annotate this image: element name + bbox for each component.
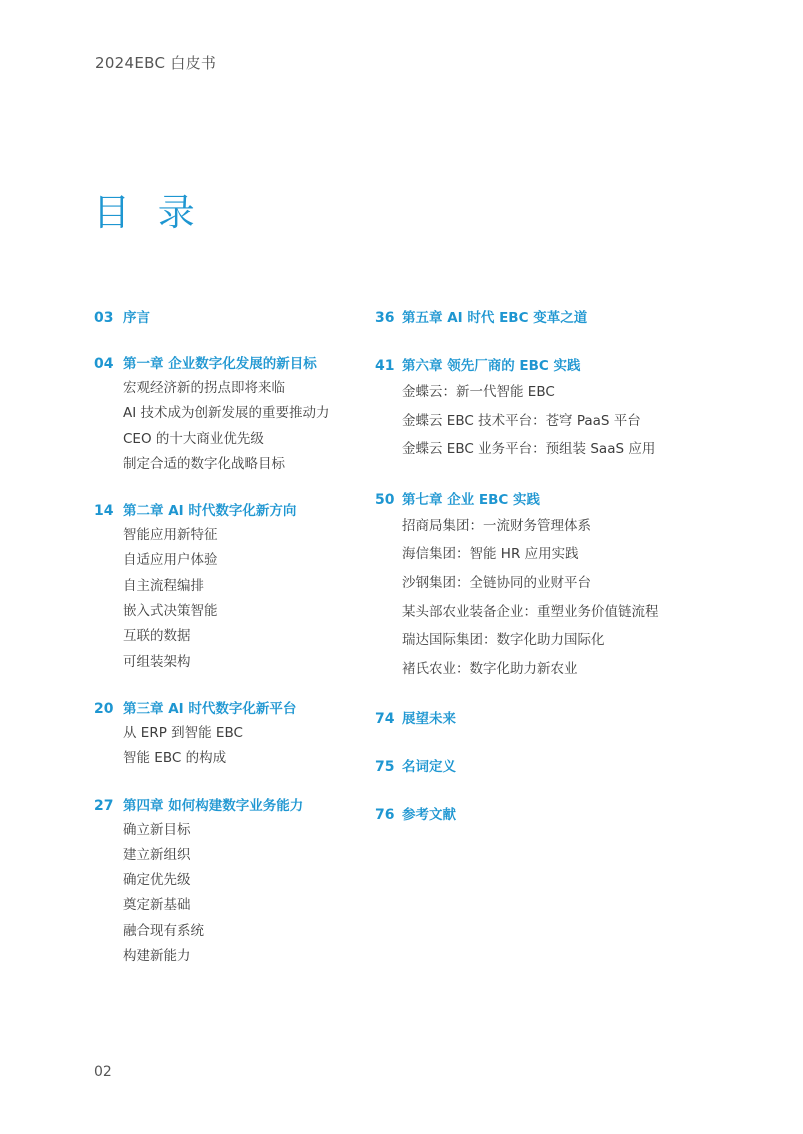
- toc-section-chapter-3: [94, 697, 364, 772]
- chapter-page-number: 41: [375, 358, 395, 374]
- toc-chapter-row[interactable]: [94, 499, 364, 523]
- toc-section-preface: [94, 306, 364, 330]
- toc-subsection-item[interactable]: 智能应用新特征: [123, 527, 218, 544]
- chapter-page-number: 74: [375, 711, 395, 728]
- toc-subsection-item[interactable]: 宏观经济新的拐点即将来临: [123, 380, 285, 396]
- toc-right-column: [375, 306, 775, 849]
- toc-subsection-item[interactable]: 自适应用户体验: [123, 552, 218, 569]
- chapter-title[interactable]: 第七章 企业 EBC 实践: [402, 491, 541, 508]
- chapter-title[interactable]: 第一章 企业数字化发展的新目标: [123, 356, 317, 372]
- toc-subsection-item[interactable]: 瑞达国际集团：数字化助力国际化: [402, 632, 605, 649]
- toc-subsection-list: [94, 523, 364, 675]
- toc-subsection-list: [94, 818, 364, 970]
- toc-subsection-item[interactable]: 自主流程编排: [123, 577, 204, 594]
- toc-subsection-item[interactable]: 构建新能力: [123, 948, 191, 965]
- chapter-title[interactable]: 参考文献: [402, 807, 456, 824]
- toc-section-outlook: [375, 707, 775, 731]
- chapter-title[interactable]: 名词定义: [402, 759, 456, 776]
- chapter-title[interactable]: 第二章 AI 时代数字化新方向: [123, 503, 297, 520]
- toc-subsection-item[interactable]: 奠定新基础: [123, 897, 191, 914]
- toc-chapter-row[interactable]: [375, 803, 775, 827]
- page-number: 02: [94, 1064, 112, 1080]
- chapter-page-number: 14: [94, 503, 114, 520]
- toc-subsection-item[interactable]: 从 ERP 到智能 EBC: [123, 724, 243, 741]
- toc-subsection-item[interactable]: 金蝶云 EBC 业务平台：预组装 SaaS 应用: [402, 441, 656, 458]
- chapter-page-number: 76: [375, 807, 395, 824]
- toc-chapter-row[interactable]: [94, 306, 364, 330]
- toc-subsection-item[interactable]: 嵌入式决策智能: [123, 603, 218, 620]
- toc-subsection-list: [94, 721, 364, 772]
- chapter-page-number: 36: [375, 310, 395, 326]
- toc-chapter-row[interactable]: [375, 306, 775, 330]
- toc-subsection-list: [94, 376, 364, 477]
- toc-section-chapter-6: [375, 354, 775, 464]
- toc-subsection-list: [375, 378, 775, 464]
- toc-section-glossary: [375, 755, 775, 779]
- toc-subsection-item[interactable]: 建立新组织: [123, 846, 191, 863]
- toc-subsection-item[interactable]: 金蝶云：新一代智能 EBC: [402, 384, 555, 400]
- toc-chapter-row[interactable]: [375, 488, 775, 512]
- toc-subsection-item[interactable]: 某头部农业装备企业：重塑业务价值链流程: [402, 603, 659, 620]
- toc-chapter-row[interactable]: [375, 707, 775, 731]
- chapter-title[interactable]: 展望未来: [402, 711, 456, 728]
- chapter-page-number: 27: [94, 797, 114, 814]
- toc-chapter-row[interactable]: [375, 354, 775, 378]
- toc-subsection-item[interactable]: 智能 EBC 的构成: [123, 750, 227, 767]
- toc-subsection-item[interactable]: 确立新目标: [123, 821, 191, 838]
- toc-subsection-item[interactable]: CEO 的十大商业优先级: [123, 430, 264, 447]
- toc-subsection-item[interactable]: 确定优先级: [123, 872, 191, 889]
- toc-subsection-item[interactable]: 制定合适的数字化战略目标: [123, 455, 285, 472]
- toc-subsection-item[interactable]: 海信集团：智能 HR 应用实践: [402, 546, 579, 563]
- toc-subsection-item[interactable]: AI 技术成为创新发展的重要推动力: [123, 405, 330, 422]
- toc-section-chapter-7: [375, 488, 775, 684]
- chapter-page-number: 50: [375, 491, 395, 508]
- toc-chapter-row[interactable]: [94, 697, 364, 721]
- toc-subsection-item[interactable]: 可组装架构: [123, 653, 191, 670]
- toc-section-chapter-4: [94, 794, 364, 970]
- toc-subsection-item[interactable]: 互联的数据: [123, 628, 191, 645]
- toc-subsection-item[interactable]: 金蝶云 EBC 技术平台：苍穹 PaaS 平台: [402, 412, 641, 429]
- chapter-page-number: 03: [94, 310, 114, 326]
- toc-subsection-item[interactable]: 沙钢集团：全链协同的业财平台: [402, 574, 591, 591]
- chapter-title[interactable]: 第三章 AI 时代数字化新平台: [123, 700, 297, 717]
- toc-chapter-row[interactable]: [94, 352, 364, 376]
- document-header: 2024EBC 白皮书: [95, 54, 217, 72]
- toc-section-references: [375, 803, 775, 827]
- chapter-page-number: 04: [94, 356, 114, 372]
- chapter-title[interactable]: 第五章 AI 时代 EBC 变革之道: [402, 310, 588, 326]
- toc-section-chapter-5: [375, 306, 775, 330]
- chapter-title[interactable]: 第四章 如何构建数字业务能力: [123, 797, 304, 814]
- toc-left-column: [94, 306, 364, 991]
- toc-section-chapter-1: [94, 352, 364, 477]
- toc-chapter-row[interactable]: [94, 794, 364, 818]
- toc-subsection-item[interactable]: 褚氏农业：数字化助力新农业: [402, 660, 578, 677]
- chapter-page-number: 20: [94, 700, 114, 717]
- toc-subsection-list: [375, 512, 775, 684]
- chapter-title[interactable]: 第六章 领先厂商的 EBC 实践: [402, 358, 581, 374]
- toc-subsection-item[interactable]: 融合现有系统: [123, 922, 204, 939]
- chapter-title[interactable]: 序言: [123, 310, 150, 326]
- toc-section-chapter-2: [94, 499, 364, 675]
- toc-subsection-item[interactable]: 招商局集团：一流财务管理体系: [402, 517, 591, 534]
- toc-chapter-row[interactable]: [375, 755, 775, 779]
- chapter-page-number: 75: [375, 759, 395, 776]
- page-title: 目 录: [93, 191, 203, 234]
